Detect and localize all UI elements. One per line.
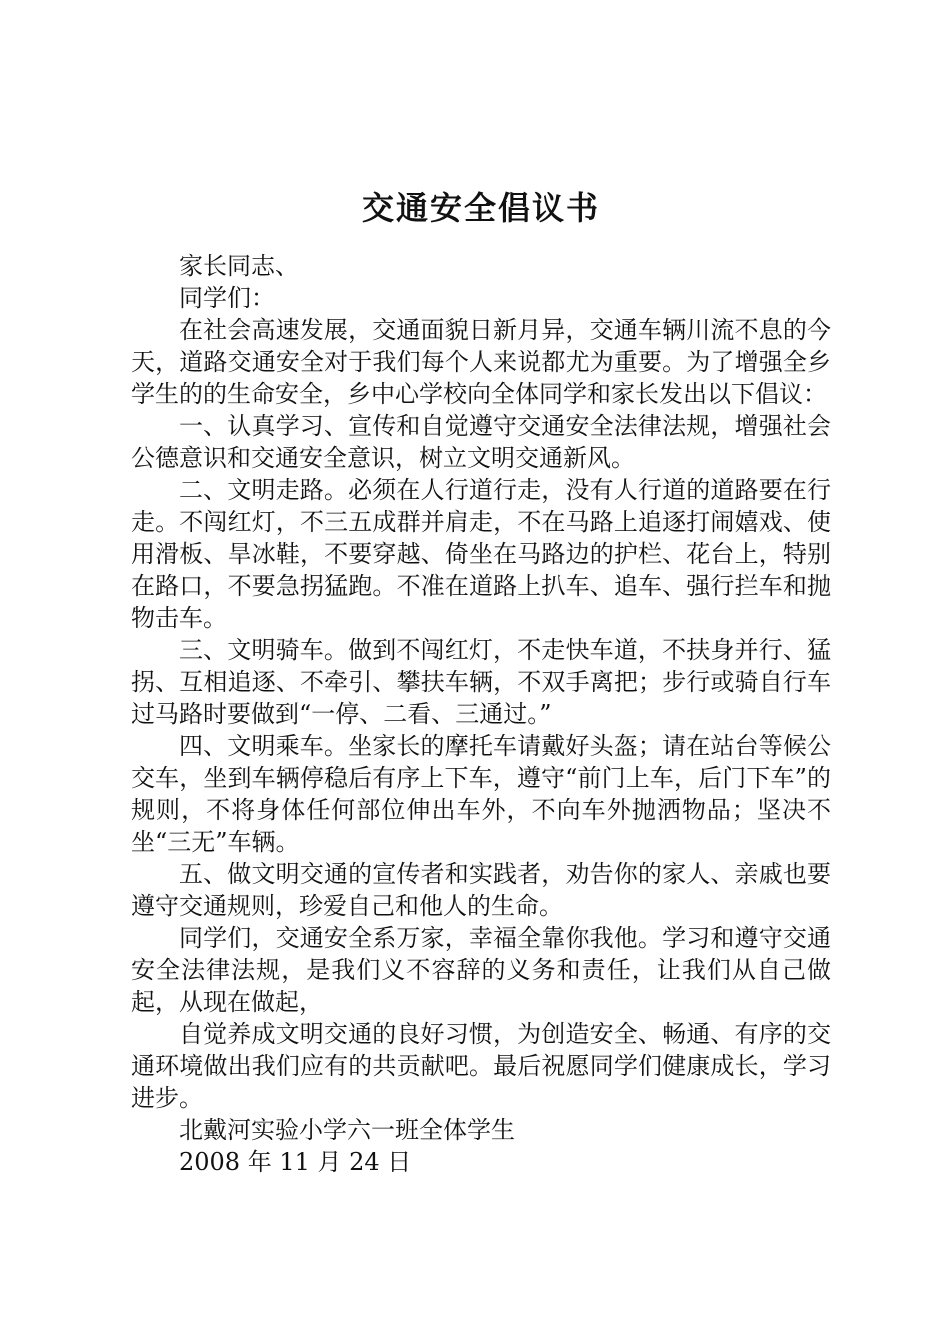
paragraph-item-3: 三、文明骑车。做到不闯红灯，不走快车道，不扶身并行、猛拐、互相追逐、不牵引、攀扶车辆，不双手离把；步行或骑自行车过马路时要做到“一停、二看、三通过。” — [131, 636, 831, 728]
salutation-students: 同学们： — [179, 284, 275, 312]
paragraph-item-2: 二、文明走路。必须在人行道行走，没有人行道的道路要在行走。不闯红灯，不三五成群并肩走，不在马路上追逐打闹嬉戏、使用滑板、旱冰鞋，不要穿越、倚坐在马路边的护栏、花台上，特别在路口，不要急拐猛跑。不准在道路上扒车、追车、强行拦车和抛物击车。 — [131, 476, 831, 632]
paragraph-item-5: 五、做文明交通的宣传者和实践者，劝告你的家人、亲戚也要遵守交通规则，珍爱自己和他人的生命。 — [131, 860, 831, 920]
date: 2008 年 11 月 24 日 — [179, 1148, 412, 1176]
signature: 北戴河实验小学六一班全体学生 — [179, 1116, 515, 1144]
paragraph-item-1: 一、认真学习、宣传和自觉遵守交通安全法律法规，增强社会公德意识和交通安全意识，树立文明交通新风。 — [131, 412, 831, 472]
document-page — [131, 180, 831, 1178]
paragraph-closing-1: 同学们，交通安全系万家，幸福全靠你我他。学习和遵守交通安全法律法规，是我们义不容辞的义务和责任，让我们从自己做起，从现在做起， — [131, 924, 831, 1016]
paragraph-item-4: 四、文明乘车。坐家长的摩托车请戴好头盔；请在站台等候公交车，坐到车辆停稳后有序上下车，遵守“前门上车，后门下车”的规则，不将身体任何部位伸出车外，不向车外抛洒物品；坚决不坐“三无”车辆。 — [131, 732, 831, 856]
document-title: 交通安全倡议书 — [361, 189, 600, 227]
paragraph-closing-2: 自觉养成文明交通的良好习惯，为创造安全、畅通、有序的交通环境做出我们应有的共贡献吧。最后祝愿同学们健康成长，学习进步。 — [131, 1020, 831, 1112]
salutation-parents: 家长同志、 — [179, 252, 299, 280]
paragraph-intro: 在社会高速发展，交通面貌日新月异，交通车辆川流不息的今天，道路交通安全对于我们每个人来说都尤为重要。为了增强全乡学生的的生命安全，乡中心学校向全体同学和家长发出以下倡议： — [131, 316, 831, 408]
